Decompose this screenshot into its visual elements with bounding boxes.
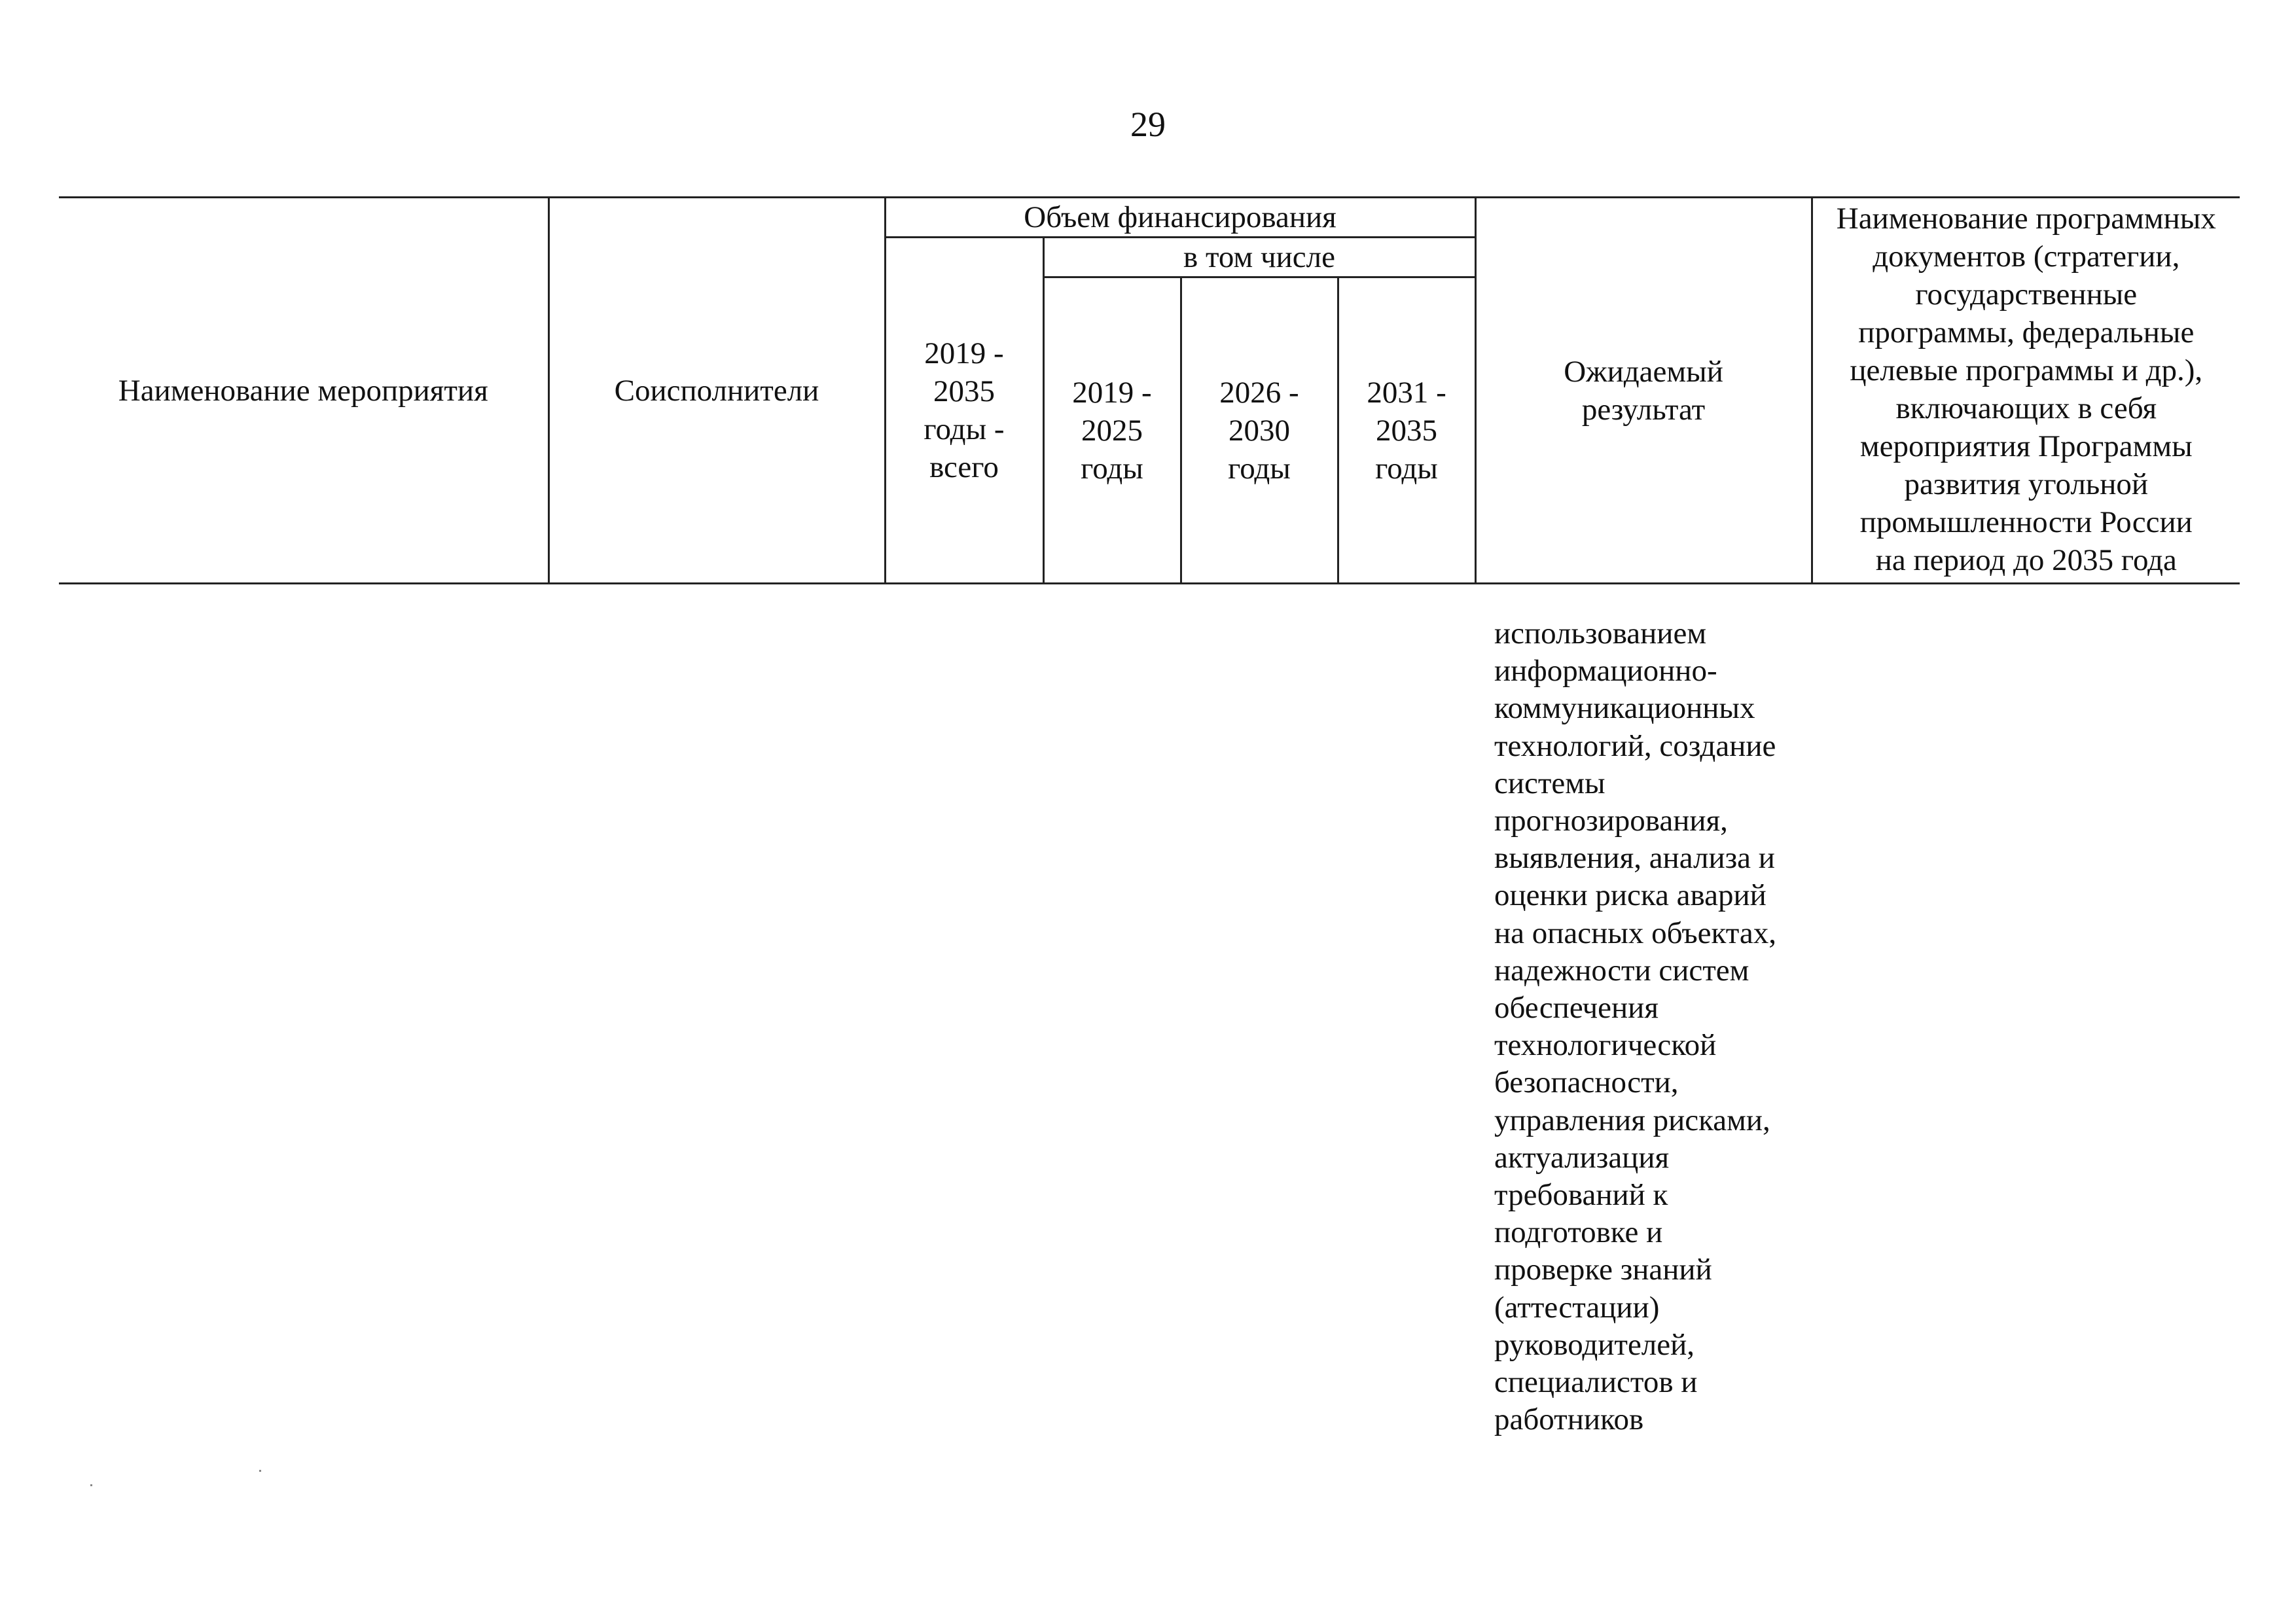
- header-2031-2035-line: 2035: [1376, 413, 1438, 448]
- header-2031-2035-line: годы: [1375, 451, 1438, 486]
- header-program-documents-line: целевые программы и др.),: [1850, 353, 2203, 387]
- continuation-line: (аттестации): [1494, 1290, 1660, 1325]
- header-2031-2035-line: 2031 -: [1367, 375, 1446, 410]
- continuation-line: оценки риска аварий: [1494, 878, 1767, 913]
- header-2031-2035: [1338, 277, 1475, 584]
- continuation-line: проверке знаний: [1494, 1253, 1712, 1287]
- continuation-line: безопасности,: [1494, 1065, 1679, 1100]
- continuation-line: надежности систем: [1494, 953, 1749, 988]
- header-total-line: всего: [929, 450, 999, 484]
- header-expected-result: [1475, 198, 1812, 584]
- header-financing-label: Объем финансирования: [1024, 200, 1336, 234]
- header-program-documents-line: государственные: [1915, 277, 2138, 312]
- header-event-name-label: Наименование мероприятия: [118, 373, 488, 408]
- header-coexecutors: [548, 198, 885, 584]
- header-program-documents: [1812, 198, 2240, 584]
- header-financing-group: [885, 198, 1475, 238]
- header-2026-2030-line: годы: [1228, 451, 1291, 486]
- continuation-line: использованием: [1494, 616, 1707, 651]
- header-2019-2025-line: 2025: [1081, 413, 1143, 448]
- header-program-documents-line: программы, федеральные: [1858, 315, 2195, 349]
- header-expected-result-line: результат: [1581, 392, 1706, 427]
- header-program-documents-line: Наименование программных: [1836, 202, 2216, 236]
- header-event-name: [59, 198, 548, 584]
- expected-result-continuation: [1494, 615, 1835, 1438]
- continuation-line: на опасных объектах,: [1494, 916, 1776, 950]
- header-program-documents-line: мероприятия Программы: [1859, 429, 2193, 463]
- continuation-line: актуализация: [1494, 1140, 1670, 1175]
- header-program-documents-line: документов (стратегии,: [1873, 240, 2180, 274]
- continuation-line: управления рисками,: [1494, 1103, 1770, 1137]
- continuation-line: системы: [1494, 766, 1605, 800]
- continuation-line: обеспечения: [1494, 991, 1659, 1026]
- header-including-label: в том числе: [1183, 240, 1335, 274]
- scan-speck: [259, 1470, 261, 1472]
- header-program-documents-line: включающих в себя: [1895, 391, 2157, 425]
- continuation-line: работников: [1494, 1402, 1644, 1437]
- header-total: [885, 238, 1043, 584]
- continuation-line: прогнозирования,: [1494, 804, 1728, 838]
- header-total-line: 2035: [933, 374, 995, 408]
- continuation-line: технологической: [1494, 1028, 1717, 1063]
- table-header: [59, 196, 2240, 584]
- header-2019-2025: [1043, 277, 1181, 584]
- header-2026-2030-line: 2030: [1229, 413, 1290, 448]
- header-coexecutors-label: Соисполнители: [614, 373, 819, 408]
- continuation-line: требований к: [1494, 1178, 1668, 1213]
- header-2019-2025-line: годы: [1081, 451, 1143, 486]
- header-program-documents-line: развития угольной: [1904, 467, 2149, 501]
- header-program-documents-line: промышленности России: [1859, 505, 2193, 539]
- page-number: 29: [1130, 105, 1166, 144]
- header-total-line: 2019 -: [924, 336, 1004, 370]
- continuation-line: коммуникационных: [1494, 691, 1755, 726]
- header-including-group: [1043, 238, 1475, 277]
- continuation-line: выявления, анализа и: [1494, 841, 1775, 876]
- header-2026-2030-line: 2026 -: [1219, 375, 1299, 410]
- header-2026-2030: [1181, 277, 1338, 584]
- header-total-line: годы -: [924, 412, 1005, 446]
- continuation-line: технологий, создание: [1494, 728, 1776, 763]
- continuation-line: подготовке и: [1494, 1215, 1663, 1250]
- scan-speck: [90, 1484, 92, 1486]
- continuation-line: руководителей,: [1494, 1327, 1695, 1362]
- header-expected-result-line: Ожидаемый: [1564, 354, 1723, 389]
- header-program-documents-line: на период до 2035 года: [1875, 543, 2177, 577]
- continuation-line: информационно-: [1494, 654, 1717, 688]
- continuation-line: специалистов и: [1494, 1365, 1698, 1400]
- header-2019-2025-line: 2019 -: [1072, 375, 1152, 410]
